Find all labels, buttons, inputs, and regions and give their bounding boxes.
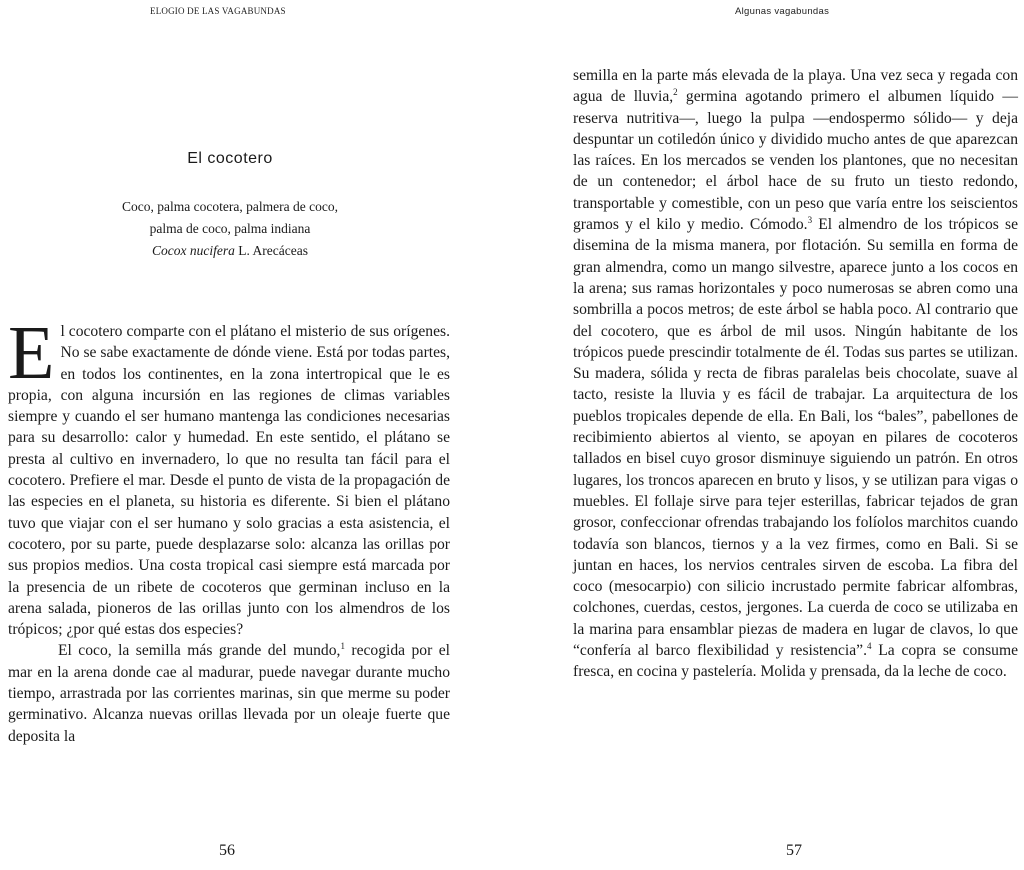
footnote-marker-3: 3 — [807, 214, 813, 225]
paragraph-2-text-a: El coco, la semilla más grande del mundo, — [58, 642, 341, 660]
epigraph — [0, 196, 460, 262]
text-segment-b: germina agotando primero el albumen líquido —reserva nutritiva—, luego la pulpa —endospermo sólido— y deja despuntar un cotiledón único y dividido mucho antes de que aparezcan las raíces. En los mercados se venden los plantones, que no necesitan de un contenedor; el árbol hace de su fruto un tiesto redondo, transportable y comestible, con un peso que varía entre los seiscientos gramos y el kilo y medio. Cómodo. — [573, 88, 1018, 234]
footnote-marker-1: 1 — [340, 641, 345, 652]
paragraph-1 — [8, 311, 450, 640]
epigraph-line-1: Coco, palma cocotera, palmera de coco, — [122, 199, 338, 214]
paragraph-continued — [573, 65, 1018, 683]
text-segment-d: La copra se consume fresca, en cocina y pastelería. Molida y prensada, da la leche de coco. — [573, 642, 1019, 681]
page-number-right: 57 — [786, 842, 802, 859]
running-head-left: ELOGIO DE LAS VAGABUNDAS — [150, 6, 286, 16]
drop-cap: E — [8, 311, 55, 395]
running-head-right: Algunas vagabundas — [735, 6, 830, 17]
chapter-title: El cocotero — [187, 150, 273, 167]
text-segment-c: El almendro de los trópicos se disemina de la misma manera, por flotación. Su semilla en forma de gran almendra, como un mango silvestre, aparece junto a los cocos en la arena; sus ramas horizontales y poco numerosas se abren como una sombrilla a pocos metros; de este árbol se habla poco. Al contrario que del cocotero, que es árbol de mil usos. Ningún habitante de los trópicos puede prescindir totalmente de él. Todas sus partes se utilizan. Su madera, sólida y recta de fibras paralelas beis chocolate, suave al tacto, resiste la lluvia y es fácil de trabajar. La arquitectura de los pueblos tropicales depende de ella. En Bali, los “bales”, pabellones de recibimiento abiertos al viento, se apoyan en pilares de cocoteros tallados en bisel cuyo grosor disminuye siguiendo un patrón. En otros lugares, los troncos aparecen en bruto y lisos, y se utilizan para vigas o muebles. El follaje sirve para tejer esterillas, fabricar tejados de gran grosor, confeccionar ofrendas trabajando los folíolos marchitos cuando todavía son blancos, tiernos y a la vez firmes, como en Bali. Si se juntan en haces, los nervios centrales sirven de escoba. La fibra del coco (mesocarpio) con silicio incrustado permite fabricar alfombras, colchones, cuerdas, cestos, jergones. La cuerda de coco se utilizaba en la marina para ensamblar piezas de madera en lugar de clavos, lo que “confería al barco flexibilidad y resistencia”. — [573, 216, 1018, 660]
paragraph-2 — [8, 640, 450, 746]
page-number-left: 56 — [219, 842, 235, 859]
paragraph-1-text: l cocotero comparte con el plátano el misterio de sus orígenes. No se sabe exactamente de dónde viene. Está por todas partes, en todos los continentes, en la zona intertropical que le es propia, con alguna incursión en las regiones de climas variables siempre y cuando el ser humano mantenga las condiciones necesarias para su desarrollo: calor y humedad. En este sentido, el plátano se presta al cultivo en invernadero, lo que no resulta tan fácil para el cocotero. Prefiere el mar. Desde el punto de vista de la propagación de las especies en el planeta, su historia es diferente. Si bien el plátano tuvo que viajar con el ser humano y solo gracias a esta asistencia, el cocotero, por su parte, puede desplazarse solo: alcanza las orillas por sus propios medios. Una costa tropical casi siempre está marcada por la presencia de un ribete de cocoteros que germinan incluso en la arena salada, pioneros de las orillas junto con los almendros de los trópicos; ¿por qué estas dos especies? — [8, 323, 450, 639]
footnote-marker-2: 2 — [673, 87, 678, 98]
text-segment-a: semilla en la parte más elevada de la playa. Una vez seca y regada con agua de lluvia, — [573, 67, 1018, 106]
paragraph-2-text-b: recogida por el mar en la arena donde cae al madurar, puede navegar durante mucho tiempo, arrastrada por las corrientes marinas, sin que merme su poder germinativo. Alcanza nuevas orillas llevada por un oleaje fuerte que deposita la — [8, 642, 450, 745]
footnote-marker-4: 4 — [866, 640, 872, 651]
epigraph-line-2: palma de coco, palma indiana — [149, 221, 311, 236]
epigraph-line-3 — [0, 240, 460, 262]
scientific-name: Cocox nucifera — [152, 243, 235, 258]
epigraph-line-3-rest: L. Arecáceas — [234, 243, 308, 258]
body-text-left — [8, 311, 450, 747]
right-page — [512, 0, 1024, 870]
body-text-right — [573, 65, 1018, 683]
